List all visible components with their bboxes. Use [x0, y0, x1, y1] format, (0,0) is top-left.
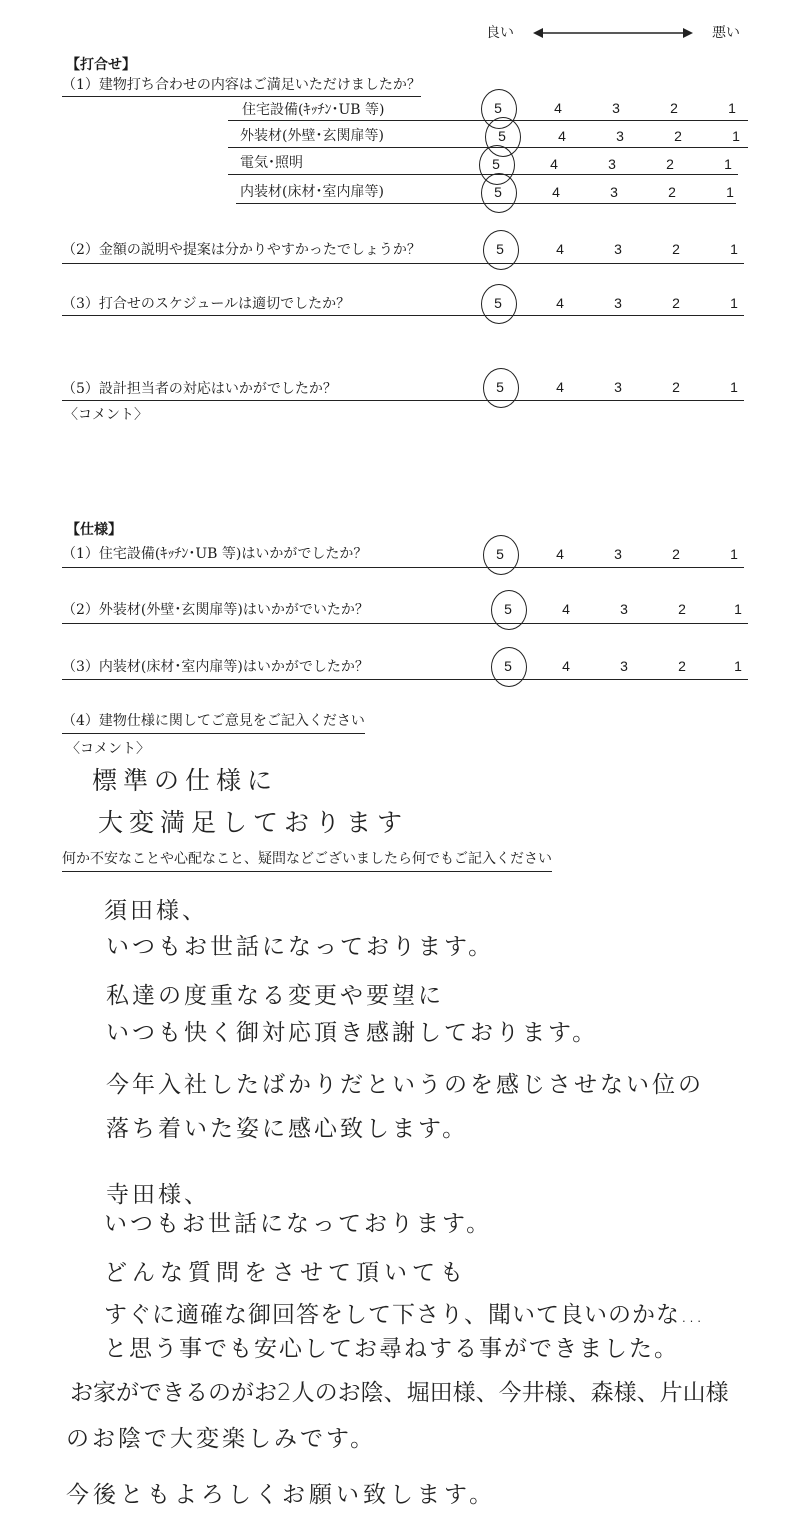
handwritten-line: 今後ともよろしくお願い致します。: [66, 1482, 497, 1508]
spec-comment-line: 標準の仕様に: [92, 766, 279, 795]
handwritten-line: 今年入社したばかりだというのを感じさせない位の: [106, 1072, 704, 1098]
spec-q3: （3）内装材(床材･室内扉等)はいかがでしたか？: [62, 659, 369, 675]
meeting-q3-underline: [62, 315, 744, 316]
spec-q3-underline: [62, 679, 748, 680]
rating-exterior-option-4[interactable]: 4: [558, 128, 566, 144]
rating-spec-interior-option-3[interactable]: 3: [620, 658, 628, 674]
scale-good-label: 良い: [486, 25, 514, 41]
scale-arrow-icon: [533, 27, 693, 39]
scale-bad-label: 悪い: [712, 25, 740, 41]
rating-exterior-option-3[interactable]: 3: [616, 128, 624, 144]
meeting-sub-exterior: 外装材(外壁･玄関扉等): [240, 128, 384, 144]
handwritten-line: いつも快く御対応頂き感謝しております。: [106, 1020, 599, 1046]
rating-designer-option-3[interactable]: 3: [614, 379, 622, 395]
meeting-sub-housing: 住宅設備(ｷｯﾁﾝ･UB 等): [242, 102, 385, 118]
handwritten-line: いつもお世話になっております。: [104, 1211, 493, 1237]
rating-spec-housing-option-5[interactable]: 5: [496, 546, 504, 562]
rating-spec-interior-option-4[interactable]: 4: [562, 658, 570, 674]
rating-schedule-option-5[interactable]: 5: [494, 295, 502, 311]
rating-price-option-2[interactable]: 2: [672, 241, 680, 257]
spec-q2: （2）外装材(外壁･玄関扉等)はいかがでいたか？: [62, 602, 369, 618]
rating-interior-option-1[interactable]: 1: [726, 184, 734, 200]
rating-electric-option-4[interactable]: 4: [550, 156, 558, 172]
rating-spec-exterior-option-2[interactable]: 2: [678, 601, 686, 617]
meeting-q5: （5）設計担当者の対応はいかがでしたか？: [62, 381, 337, 397]
rating-designer-option-2[interactable]: 2: [672, 379, 680, 395]
rating-spec-housing-selected-circle: [483, 535, 519, 575]
rating-spec-exterior-option-1[interactable]: 1: [734, 601, 742, 617]
spec-q1-underline: [62, 567, 744, 568]
handwritten-line: どんな質問をさせて頂いても: [104, 1260, 468, 1286]
rating-spec-exterior-selected-circle: [491, 590, 527, 630]
rating-spec-interior-option-2[interactable]: 2: [678, 658, 686, 674]
spec-q1: （1）住宅設備(ｷｯﾁﾝ･UB 等)はいかがでしたか？: [62, 546, 368, 562]
rating-schedule-option-2[interactable]: 2: [672, 295, 680, 311]
handwritten-line: 落ち着いた姿に感心致します。: [106, 1116, 469, 1142]
meeting-q2-underline: [62, 263, 744, 264]
rating-schedule-selected-circle: [481, 284, 517, 324]
rating-interior-option-2[interactable]: 2: [668, 184, 676, 200]
handwritten-line: のお陰で大変楽しみです。: [66, 1426, 377, 1452]
rating-schedule-option-4[interactable]: 4: [556, 295, 564, 311]
rating-electric-option-1[interactable]: 1: [724, 156, 732, 172]
rating-spec-exterior-option-4[interactable]: 4: [562, 601, 570, 617]
meeting-header: 【打合せ】: [66, 57, 136, 73]
rating-schedule-option-1[interactable]: 1: [730, 295, 738, 311]
rating-housing-option-2[interactable]: 2: [670, 100, 678, 116]
rating-price-option-3[interactable]: 3: [614, 241, 622, 257]
rating-electric-option-2[interactable]: 2: [666, 156, 674, 172]
free-prompt: 何か不安なことや心配なこと、疑問などございましたら何でもご記入ください: [62, 852, 552, 872]
rating-spec-housing-option-3[interactable]: 3: [614, 546, 622, 562]
rating-price-option-4[interactable]: 4: [556, 241, 564, 257]
rating-price-selected-circle: [483, 230, 519, 270]
rating-spec-exterior-option-5[interactable]: 5: [504, 601, 512, 617]
handwritten-line: 私達の度重なる変更や要望に: [106, 983, 444, 1009]
spec-comment-line: 大変満足しております: [98, 808, 409, 837]
handwritten-line: お家ができるのがお2人のお陰、堀田様、今井様、森様、片山様: [70, 1380, 729, 1406]
handwritten-line: 須田様、: [104, 898, 208, 924]
rating-housing-option-1[interactable]: 1: [728, 100, 736, 116]
rating-interior-option-5[interactable]: 5: [494, 184, 502, 200]
rating-designer-selected-circle: [483, 368, 519, 408]
rating-interior-option-4[interactable]: 4: [552, 184, 560, 200]
rating-housing-option-3[interactable]: 3: [612, 100, 620, 116]
handwritten-line: 寺田様、: [106, 1182, 210, 1208]
rating-spec-exterior-option-3[interactable]: 3: [620, 601, 628, 617]
rating-electric-option-3[interactable]: 3: [608, 156, 616, 172]
rating-electric-option-5[interactable]: 5: [492, 156, 500, 172]
rating-housing-option-5[interactable]: 5: [494, 100, 502, 116]
spec-header: 【仕様】: [66, 522, 122, 538]
rating-price-option-1[interactable]: 1: [730, 241, 738, 257]
rating-interior-option-3[interactable]: 3: [610, 184, 618, 200]
rating-spec-housing-option-1[interactable]: 1: [730, 546, 738, 562]
handwritten-line: と思う事でも安心してお尋ねする事ができました。: [104, 1336, 679, 1362]
rating-designer-option-5[interactable]: 5: [496, 379, 504, 395]
rating-exterior-option-5[interactable]: 5: [498, 128, 506, 144]
spec-q2-underline: [62, 623, 748, 624]
rating-price-option-5[interactable]: 5: [496, 241, 504, 257]
meeting-q5-underline: [62, 400, 744, 401]
rating-spec-interior-selected-circle: [491, 647, 527, 687]
handwritten-line: すぐに適確な御回答をして下さり、聞いて良いのかな…: [104, 1302, 704, 1328]
meeting-comment-label: 〈コメント〉: [64, 407, 148, 423]
meeting-q3: （3）打合せのスケジュールは適切でしたか？: [62, 296, 351, 312]
meeting-q1: （1）建物打ち合わせの内容はご満足いただけましたか？: [62, 78, 421, 97]
rating-exterior-option-1[interactable]: 1: [732, 128, 740, 144]
meeting-q2: （2）金額の説明や提案は分かりやすかったでしょうか？: [62, 242, 421, 258]
rating-schedule-option-3[interactable]: 3: [614, 295, 622, 311]
rating-designer-option-1[interactable]: 1: [730, 379, 738, 395]
spec-q4: （4）建物仕様に関してご意見をご記入ください: [62, 714, 365, 734]
rating-spec-interior-option-1[interactable]: 1: [734, 658, 742, 674]
meeting-sub-electric: 電気･照明: [240, 155, 303, 171]
rating-interior-selected-circle: [481, 173, 517, 213]
handwritten-line: いつもお世話になっております。: [106, 934, 495, 960]
rating-spec-housing-option-2[interactable]: 2: [672, 546, 680, 562]
rating-spec-interior-option-5[interactable]: 5: [504, 658, 512, 674]
meeting-sub-interior: 内装材(床材･室内扉等): [240, 184, 384, 200]
rating-designer-option-4[interactable]: 4: [556, 379, 564, 395]
rating-exterior-option-2[interactable]: 2: [674, 128, 682, 144]
spec-comment-label: 〈コメント〉: [66, 741, 150, 757]
rating-housing-option-4[interactable]: 4: [554, 100, 562, 116]
rating-spec-housing-option-4[interactable]: 4: [556, 546, 564, 562]
